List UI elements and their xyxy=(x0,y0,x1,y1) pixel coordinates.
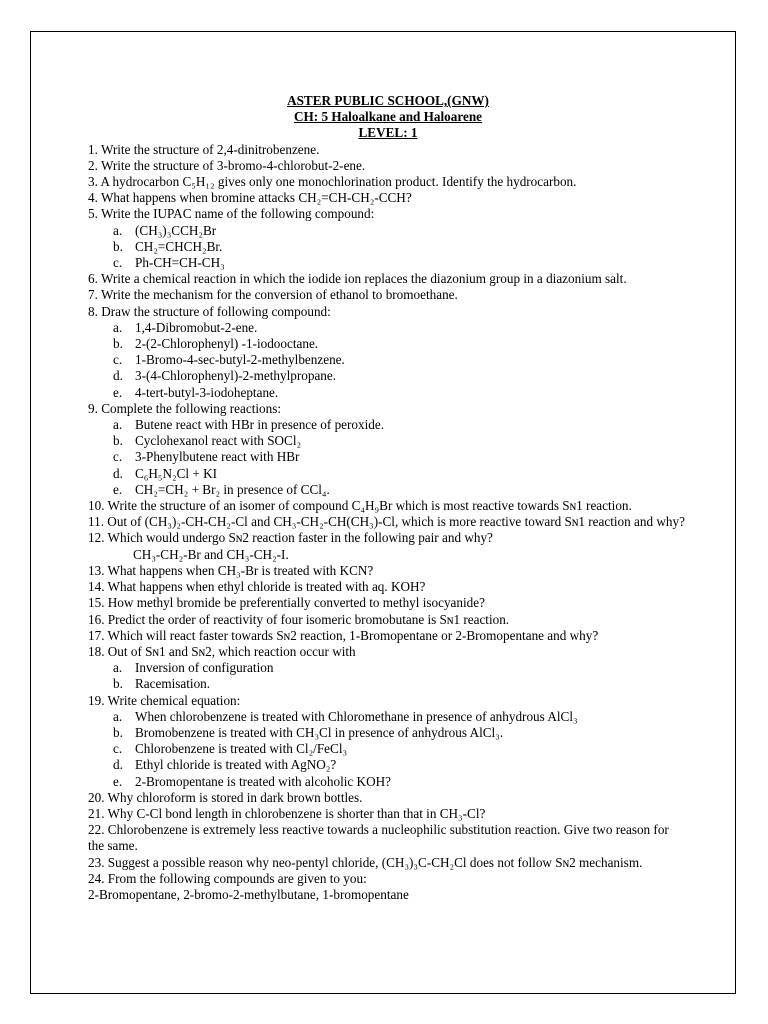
question-6: 6. Write a chemical reaction in which the iodide ion replaces the diazonium group in a diazonium salt. xyxy=(88,271,627,287)
question-11: 11. Out of (CH₃)₂-CH-CH₂-Cl and CH₃-CH₂-CH(CH₃)-Cl, which is more reactive toward Sɴ1 reaction and why? xyxy=(88,514,685,530)
question-16: 16. Predict the order of reactivity of four isomeric bromobutane is Sɴ1 reaction. xyxy=(88,611,510,627)
list-item: b. Racemisation. xyxy=(113,676,211,692)
question-18-items xyxy=(88,660,688,692)
question-8: 8. Draw the structure of following compound: xyxy=(88,303,331,319)
question-10: 10. Write the structure of an isomer of compound C₄H₉Br which is most reactive towards Sɴ1 reaction. xyxy=(88,498,632,514)
question-19: 19. Write chemical equation: xyxy=(88,692,241,708)
list-item: e. 4-tert-butyl-3-iodoheptane. xyxy=(113,384,279,400)
worksheet xyxy=(88,93,688,903)
list-item: a. 1,4-Dibromobut-2-ene. xyxy=(113,319,258,335)
list-item: b. CH₂=CHCH₂Br. xyxy=(113,238,223,254)
question-9-items xyxy=(88,417,688,498)
question-7: 7. Write the mechanism for the conversion of ethanol to bromoethane. xyxy=(88,287,458,303)
school-title: ASTER PUBLIC SCHOOL,(GNW) xyxy=(287,93,489,108)
question-12-pair: CH₃-CH₂-Br and CH₃-CH₂-I. xyxy=(133,546,289,562)
list-item: a. Inversion of configuration xyxy=(113,660,274,676)
question-19-items xyxy=(88,709,688,790)
list-item: b. Bromobenzene is treated with CH₃Cl in presence of anhydrous AlCl₃. xyxy=(113,724,504,740)
question-17: 17. Which will react faster towards Sɴ2 reaction, 1-Bromopentane or 2-Bromopentane and why? xyxy=(88,627,599,643)
list-item: c. Chlorobenzene is treated with Cl₂/FeCl₃ xyxy=(113,741,348,757)
list-item: d. C₆H₅N₂Cl + KI xyxy=(113,465,218,481)
question-22: 22. Chlorobenzene is extremely less reactive towards a nucleophilic substitution reaction. Give two reason for the same. xyxy=(88,822,669,854)
list-item: d. 3-(4-Chlorophenyl)-2-methylpropane. xyxy=(113,368,337,384)
question-21: 21. Why C-Cl bond length in chlorobenzene is shorter than that in CH₃-Cl? xyxy=(88,805,486,821)
question-23: 23. Suggest a possible reason why neo-pentyl chloride, (CH₃)₃C-CH₂Cl does not follow Sɴ2 mechanism. xyxy=(88,854,643,870)
level-title: LEVEL: 1 xyxy=(358,125,418,141)
list-item: b. 2-(2-Chlorophenyl) -1-iodooctane. xyxy=(113,336,319,352)
question-9: 9. Complete the following reactions: xyxy=(88,400,282,416)
question-4: 4. What happens when bromine attacks CH₂=CH-CH₂-CCH? xyxy=(88,190,412,206)
question-20: 20. Why chloroform is stored in dark brown bottles. xyxy=(88,789,363,805)
chapter-title: CH: 5 Haloalkane and Haloarene xyxy=(293,109,483,125)
question-15: 15. How methyl bromide be preferentially converted to methyl isocyanide? xyxy=(88,595,485,611)
question-13: 13. What happens when CH₃-Br is treated with KCN? xyxy=(88,562,374,578)
list-item: c. 3-Phenylbutene react with HBr xyxy=(113,449,300,465)
list-item: b. Cyclohexanol react with SOCl₂ xyxy=(113,433,302,449)
list-item: e. CH₂=CH₂ + Br₂ in presence of CCl₄. xyxy=(113,481,330,497)
list-item: a. (CH₃)₃CCH₂Br xyxy=(113,222,217,238)
question-8-items xyxy=(88,320,688,401)
question-3: 3. A hydrocarbon C₅H₁₂ gives only one monochlorination product. Identify the hydrocarbon. xyxy=(88,174,577,190)
list-item: d. Ethyl chloride is treated with AgNO₂? xyxy=(113,757,337,773)
question-24: 24. From the following compounds are given to you: xyxy=(88,870,367,886)
question-14: 14. What happens when ethyl chloride is treated with aq. KOH? xyxy=(88,579,426,595)
question-1: 1. Write the structure of 2,4-dinitrobenzene. xyxy=(88,141,320,157)
question-18: 18. Out of Sɴ1 and Sɴ2, which reaction occur with xyxy=(88,643,356,659)
question-5-items xyxy=(88,223,688,272)
list-item: e. 2-Bromopentane is treated with alcoholic KOH? xyxy=(113,773,391,789)
list-item: c. 1-Bromo-4-sec-butyl-2-methylbenzene. xyxy=(113,352,345,368)
list-item: a. When chlorobenzene is treated with Chloromethane in presence of anhydrous AlCl₃ xyxy=(113,708,578,724)
question-24-compounds: 2-Bromopentane, 2-bromo-2-methylbutane, 1-bromopentane xyxy=(88,886,409,902)
question-12: 12. Which would undergo Sɴ2 reaction faster in the following pair and why? xyxy=(88,530,493,546)
list-item: c. Ph-CH=CH-CH₃ xyxy=(113,255,225,271)
list-item: a. Butene react with HBr in presence of peroxide. xyxy=(113,417,385,433)
question-5: 5. Write the IUPAC name of the following compound: xyxy=(88,206,375,222)
question-2: 2. Write the structure of 3-bromo-4-chlorobut-2-ene. xyxy=(88,157,366,173)
